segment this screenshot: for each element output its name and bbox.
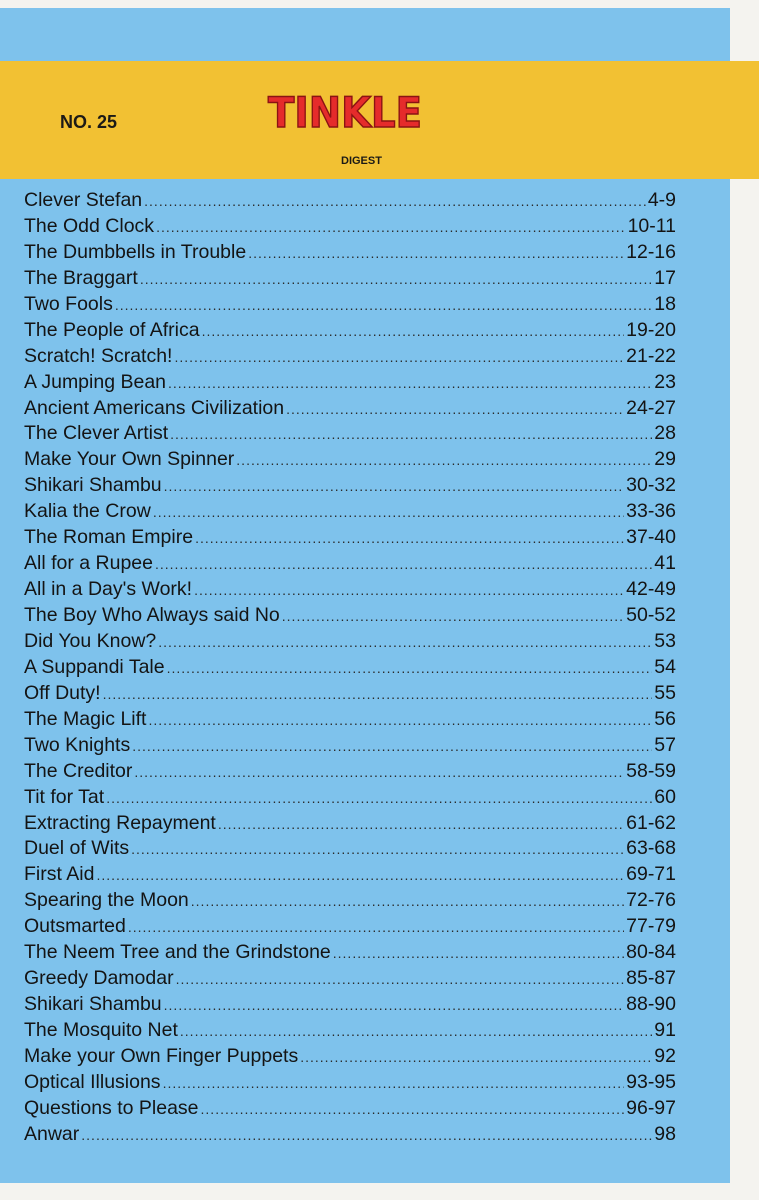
toc-entry xyxy=(24,1045,676,1071)
toc-entry-pages: 63-68 xyxy=(626,837,676,860)
toc-entry-pages: 98 xyxy=(654,1122,676,1145)
toc-entry xyxy=(24,1071,676,1097)
toc-entry xyxy=(24,837,676,863)
toc-entry-title: The Creditor xyxy=(24,759,133,782)
toc-leader-dots xyxy=(103,686,653,702)
toc-entry xyxy=(24,293,676,319)
toc-entry-title: Scratch! Scratch! xyxy=(24,344,173,367)
toc-entry xyxy=(24,215,676,241)
toc-entry-title: Make Your Own Spinner xyxy=(24,448,235,471)
toc-entry-title: Optical Illusions xyxy=(24,1070,161,1093)
toc-entry xyxy=(24,189,676,215)
toc-entry xyxy=(24,397,676,423)
toc-entry xyxy=(24,1097,676,1123)
toc-leader-dots xyxy=(115,297,652,313)
table-of-contents xyxy=(24,189,676,1149)
toc-entry xyxy=(24,422,676,448)
toc-entry-pages: 93-95 xyxy=(626,1070,676,1093)
toc-entry-pages: 29 xyxy=(654,448,676,471)
toc-entry xyxy=(24,500,676,526)
toc-entry-title: The Odd Clock xyxy=(24,214,155,237)
toc-entry-pages: 23 xyxy=(654,370,676,393)
toc-leader-dots xyxy=(180,1023,652,1039)
toc-entry-title: The Clever Artist xyxy=(24,422,169,445)
toc-entry-pages: 37-40 xyxy=(626,526,676,549)
toc-entry-pages: 24-27 xyxy=(626,396,676,419)
toc-entry-pages: 77-79 xyxy=(626,915,676,938)
toc-entry-pages: 30-32 xyxy=(626,474,676,497)
toc-entry xyxy=(24,578,676,604)
toc-leader-dots xyxy=(201,1101,625,1117)
toc-entry-title: The Magic Lift xyxy=(24,707,147,730)
toc-entry xyxy=(24,993,676,1019)
toc-entry-pages: 85-87 xyxy=(626,967,676,990)
toc-entry-title: Anwar xyxy=(24,1122,80,1145)
toc-entry-pages: 4-9 xyxy=(647,189,676,211)
toc-entry-title: The Boy Who Always said No xyxy=(24,604,280,626)
toc-leader-dots xyxy=(333,945,624,961)
toc-entry-pages: 96-97 xyxy=(626,1096,676,1119)
toc-entry xyxy=(24,967,676,993)
toc-entry-title: Off Duty! xyxy=(24,681,101,704)
toc-entry-pages: 56 xyxy=(654,707,676,730)
toc-entry-title: A Jumping Bean xyxy=(24,370,167,393)
toc-leader-dots xyxy=(128,919,624,935)
toc-entry-pages: 18 xyxy=(654,292,676,315)
toc-entry-title: Outsmarted xyxy=(24,915,126,938)
toc-entry-title: First Aid xyxy=(24,863,95,886)
toc-entry-title: Ancient Americans Civilization xyxy=(24,396,285,419)
toc-entry-title: A Suppandi Tale xyxy=(24,655,165,678)
toc-entry-title: Two Knights xyxy=(24,733,131,756)
toc-entry xyxy=(24,371,676,397)
toc-entry xyxy=(24,630,676,656)
toc-leader-dots xyxy=(144,193,646,209)
toc-leader-dots xyxy=(286,401,624,417)
toc-leader-dots xyxy=(131,841,624,857)
toc-entry-title: Clever Stefan xyxy=(24,189,143,211)
toc-leader-dots xyxy=(300,1049,652,1065)
toc-leader-dots xyxy=(148,712,652,728)
toc-leader-dots xyxy=(168,375,652,391)
toc-entry xyxy=(24,734,676,760)
tinkle-logo: TINKLE xyxy=(268,88,423,137)
toc-entry-pages: 91 xyxy=(654,1019,676,1041)
toc-entry xyxy=(24,708,676,734)
toc-entry-title: Shikari Shambu xyxy=(24,993,162,1016)
toc-leader-dots xyxy=(106,790,652,806)
toc-entry xyxy=(24,941,676,967)
toc-entry-pages: 17 xyxy=(654,266,676,289)
toc-entry xyxy=(24,345,676,371)
toc-entry-title: Two Fools xyxy=(24,292,113,315)
toc-entry-title: The People of Africa xyxy=(24,318,200,341)
toc-entry-pages: 28 xyxy=(654,422,676,445)
toc-entry-pages: 61-62 xyxy=(626,811,676,834)
toc-entry-title: Shikari Shambu xyxy=(24,474,162,497)
toc-entry-pages: 53 xyxy=(654,629,676,652)
toc-entry xyxy=(24,786,676,812)
toc-entry-pages: 58-59 xyxy=(626,759,676,782)
toc-leader-dots xyxy=(248,245,624,261)
toc-entry xyxy=(24,656,676,682)
toc-leader-dots xyxy=(164,478,624,494)
toc-leader-dots xyxy=(218,816,624,832)
toc-leader-dots xyxy=(167,660,653,676)
toc-entry xyxy=(24,241,676,267)
toc-entry xyxy=(24,1019,676,1045)
toc-leader-dots xyxy=(194,582,624,598)
toc-entry-title: Extracting Repayment xyxy=(24,811,216,834)
toc-entry xyxy=(24,474,676,500)
toc-entry-title: The Roman Empire xyxy=(24,526,194,549)
toc-entry-pages: 41 xyxy=(654,552,676,575)
toc-leader-dots xyxy=(202,323,625,339)
digest-label: DIGEST xyxy=(341,155,382,167)
toc-entry xyxy=(24,760,676,786)
toc-entry-title: Kalia the Crow xyxy=(24,500,151,523)
toc-leader-dots xyxy=(156,219,626,235)
toc-leader-dots xyxy=(163,1075,625,1091)
toc-entry xyxy=(24,552,676,578)
toc-leader-dots xyxy=(164,997,624,1013)
toc-leader-dots xyxy=(81,1127,652,1143)
toc-entry-pages: 92 xyxy=(654,1044,676,1067)
toc-entry-title: All in a Day's Work! xyxy=(24,578,193,601)
toc-entry xyxy=(24,812,676,838)
toc-entry-title: Duel of Wits xyxy=(24,837,130,860)
toc-entry-title: All for a Rupee xyxy=(24,552,153,575)
toc-leader-dots xyxy=(176,971,625,987)
toc-leader-dots xyxy=(96,867,624,883)
toc-entry-pages: 12-16 xyxy=(626,240,676,263)
toc-entry xyxy=(24,889,676,915)
toc-leader-dots xyxy=(155,556,652,572)
toc-entry-title: Greedy Damodar xyxy=(24,967,174,990)
toc-entry xyxy=(24,448,676,474)
toc-entry xyxy=(24,915,676,941)
toc-entry xyxy=(24,526,676,552)
toc-entry-title: Questions to Please xyxy=(24,1096,199,1119)
toc-leader-dots xyxy=(153,504,624,520)
toc-entry-pages: 72-76 xyxy=(626,889,676,912)
toc-entry xyxy=(24,863,676,889)
toc-entry-title: Did You Know? xyxy=(24,629,157,652)
toc-leader-dots xyxy=(132,738,652,754)
toc-entry-title: Spearing the Moon xyxy=(24,889,189,912)
toc-entry-title: The Dumbbells in Trouble xyxy=(24,240,247,263)
toc-leader-dots xyxy=(174,349,624,365)
toc-leader-dots xyxy=(140,271,652,287)
toc-entry xyxy=(24,604,676,630)
toc-entry xyxy=(24,319,676,345)
toc-entry-pages: 57 xyxy=(654,733,676,756)
toc-entry-pages: 50-52 xyxy=(626,604,676,626)
toc-entry-pages: 33-36 xyxy=(626,500,676,523)
toc-entry-pages: 80-84 xyxy=(626,941,676,964)
toc-leader-dots xyxy=(158,634,652,650)
toc-entry-pages: 55 xyxy=(654,681,676,704)
toc-leader-dots xyxy=(282,608,624,624)
toc-entry-title: The Neem Tree and the Grindstone xyxy=(24,941,331,964)
toc-entry-title: The Braggart xyxy=(24,266,138,289)
toc-leader-dots xyxy=(170,426,652,442)
toc-entry-pages: 60 xyxy=(654,785,676,808)
toc-entry-title: The Mosquito Net xyxy=(24,1019,178,1041)
toc-entry-pages: 69-71 xyxy=(626,863,676,886)
toc-leader-dots xyxy=(236,452,652,468)
toc-leader-dots xyxy=(134,764,624,780)
toc-entry xyxy=(24,1123,676,1149)
issue-number: NO. 25 xyxy=(60,112,118,132)
toc-leader-dots xyxy=(191,893,624,909)
toc-entry-pages: 88-90 xyxy=(626,993,676,1016)
toc-entry-pages: 21-22 xyxy=(626,344,676,367)
toc-entry-pages: 10-11 xyxy=(627,214,676,237)
toc-entry-pages: 19-20 xyxy=(626,318,676,341)
toc-entry-title: Tit for Tat xyxy=(24,785,105,808)
toc-entry-title: Make your Own Finger Puppets xyxy=(24,1044,299,1067)
toc-entry xyxy=(24,267,676,293)
toc-entry xyxy=(24,682,676,708)
toc-entry-pages: 54 xyxy=(654,655,676,678)
toc-entry-pages: 42-49 xyxy=(626,578,676,601)
toc-leader-dots xyxy=(195,530,624,546)
